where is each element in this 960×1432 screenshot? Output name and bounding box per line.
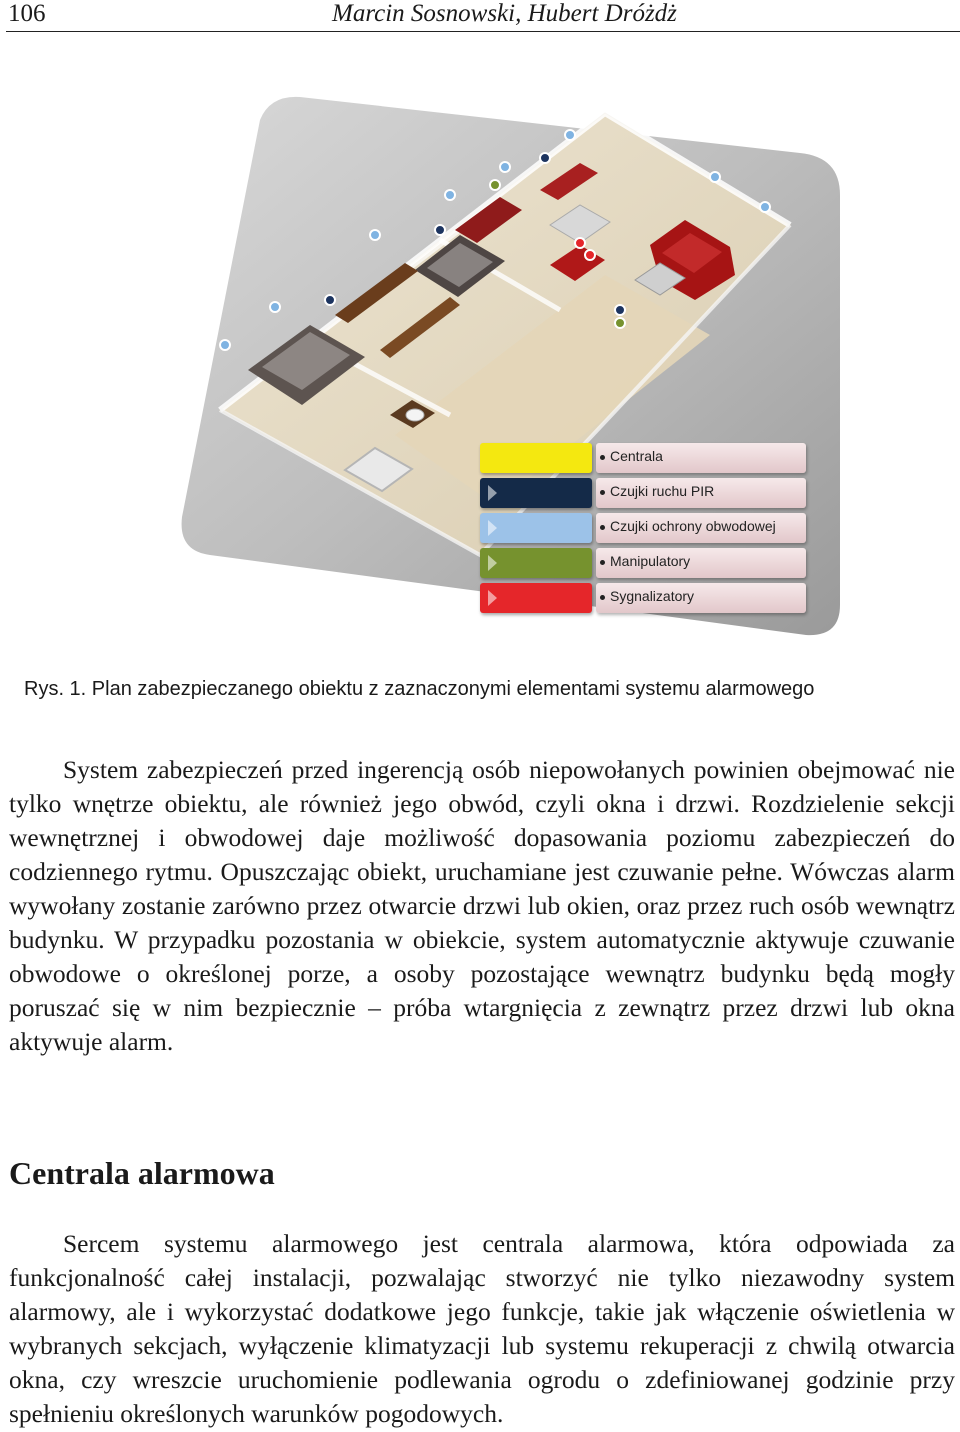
legend-bullet: [600, 560, 605, 565]
page-number: 106: [8, 0, 46, 27]
legend-label-perimeter: Czujki ochrony obwodowej: [610, 518, 776, 534]
header-rule: [6, 31, 960, 32]
legend-bullet: [600, 455, 605, 460]
legend-label-keypads: Manipulatory: [610, 553, 691, 569]
section-title: Centrala alarmowa: [9, 1155, 275, 1191]
paragraph-intro-text: System zabezpieczeń przed ingerencją osób niepowołanych powinien obejmować nie tylko wnętrze obiektu, ale również jego obwód, czyli okna i drzwi. Rozdzielenie sekcji wewnętrznej i obwodowej daje możliwość dopasowania poziomu zabezpieczeń do codziennego rytmu. Opuszczając obiekt, uruchamiane jest czuwanie pełne. Wówczas alarm wywołany zostanie zarówno przez otwarcie drzwi lub okien, oraz przez ruch osób wewnątrz budynku. W przypadku pozostania w obiekcie, system automatycznie aktywuje czuwanie obwodowe o określonej porze, a osoby pozostające wewnątrz budynku będą mogły poruszać się w nim bezpiecznie – próba wtargnięcia z zewnątrz przez drzwi lub okna aktywuje alarm.: [9, 755, 955, 1056]
legend-swatch-pir: [480, 478, 592, 508]
legend-bullet: [600, 525, 605, 530]
legend-label-pir: Czujki ruchu PIR: [610, 483, 715, 499]
legend-swatch-sirens: [480, 583, 592, 613]
page-header: [0, 0, 960, 36]
arrow-icon: [488, 555, 497, 571]
legend-label-sirens: Sygnalizatory: [610, 588, 695, 604]
paragraph-intro: [9, 753, 955, 1059]
legend-swatch-centrala: [480, 443, 592, 473]
legend-bullet: [600, 490, 605, 495]
legend-swatch-perimeter: [480, 513, 592, 543]
figure-floor-plan: [150, 85, 850, 645]
legend-label-centrala: Centrala: [610, 448, 663, 464]
figure-caption: Rys. 1. Plan zabezpieczanego obiektu z zaznaczonymi elementami systemu alarmowego: [24, 678, 815, 700]
paragraph-central-unit: [9, 1227, 955, 1431]
running-head-authors: Marcin Sosnowski, Hubert Dróżdż: [332, 0, 677, 27]
paragraph-central-unit-text: Sercem systemu alarmowego jest centrala alarmowa, która odpowiada za funkcjonalność całej instalacji, pozwalając stworzyć nie tylko niezawodny system alarmowy, ale i wykorzystać dodatkowe jego funkcje, takie jak włączenie oświetlenia w wybranych sekcjach, wyłączenie klimatyzacji lub systemu rekuperacji z chwilą otwarcia okna, czy wreszcie uruchomienie podlewania ogrodu o zdefiniowanej godzinie przy spełnieniu określonych warunków pogodowych.: [9, 1229, 955, 1428]
legend-bullet: [600, 595, 605, 600]
toilet: [406, 409, 424, 421]
arrow-icon: [488, 590, 497, 606]
arrow-icon: [488, 520, 497, 536]
legend-swatch-keypads: [480, 548, 592, 578]
arrow-icon: [488, 485, 497, 501]
